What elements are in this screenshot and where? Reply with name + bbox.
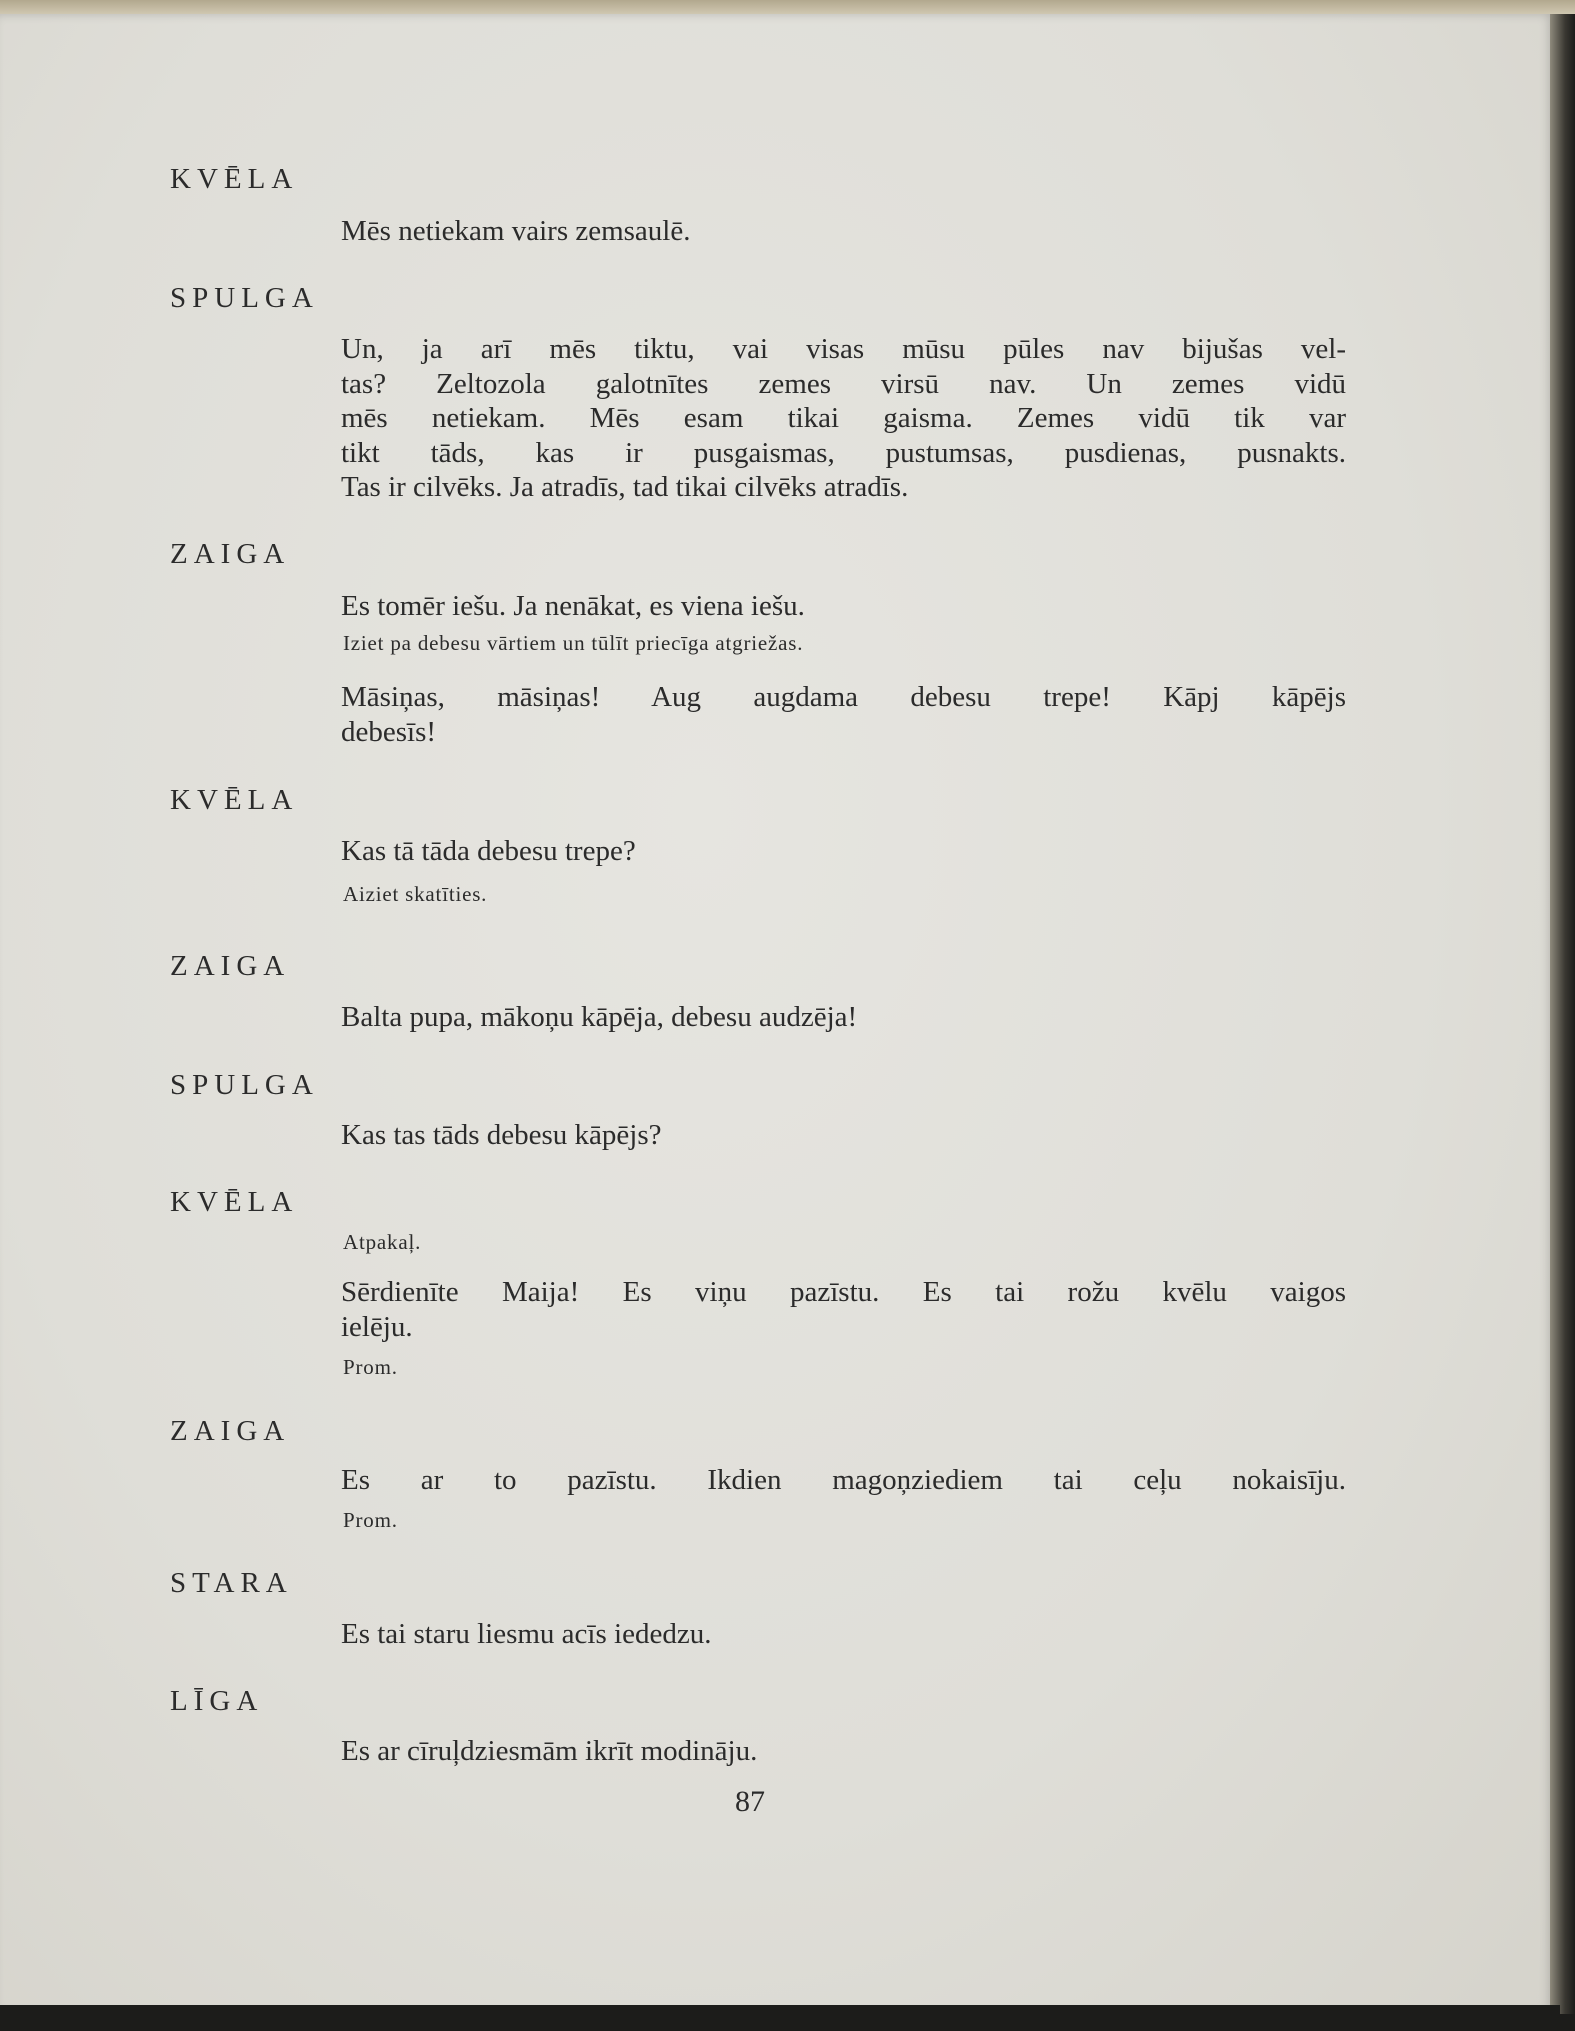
dialogue-line: Es tomēr iešu. Ja nenākat, es viena iešu. [341, 590, 805, 622]
stage-direction: Aiziet skatīties. [343, 882, 488, 906]
speaker-name: ZAIGA [170, 538, 291, 570]
speaker-name: LĪGA [170, 1685, 264, 1717]
dialogue-line: Kas tas tāds debesu kāpējs? [341, 1119, 662, 1151]
dialogue-line: Es ar cīruļdziesmām ikrīt modināju. [341, 1735, 758, 1767]
dialogue-line: Es tai staru liesmu acīs iededzu. [341, 1618, 712, 1650]
dialogue-line: Kas tā tāda debesu trepe? [341, 835, 636, 867]
speaker-name: KVĒLA [170, 1186, 299, 1218]
speaker-name: SPULGA [170, 1069, 319, 1101]
speaker-name: STARA [170, 1567, 293, 1599]
dialogue-line: Es ar to pazīstu. Ikdien magoņziediem tai ceļu nokaisīju. [341, 1464, 1346, 1496]
dialogue-paragraph [341, 332, 1346, 505]
dialogue-line: Māsiņas, māsiņas! Aug augdama debesu trepe! Kāpj kāpējs [341, 681, 1346, 713]
speaker-name: ZAIGA [170, 950, 291, 982]
dialogue-line: debesīs! [341, 715, 437, 748]
dialogue-paragraph [341, 1275, 1346, 1344]
dialogue-line: ielēju. [341, 1310, 413, 1343]
dialogue-paragraph [341, 1463, 1346, 1498]
book-spine-edge [1550, 14, 1575, 2014]
dialogue-line: mēs netiekam. Mēs esam tikai gaisma. Zemes vidū tik var [341, 402, 1346, 434]
book-top-edge [0, 0, 1575, 14]
book-bottom-edge [0, 2005, 1560, 2031]
speaker-name: KVĒLA [170, 784, 299, 816]
dialogue-line: Tas ir cilvēks. Ja atradīs, tad tikai cilvēks atradīs. [341, 471, 909, 503]
dialogue-line: tas? Zeltozola galotnītes zemes virsū nav. Un zemes vidū [341, 367, 1346, 400]
stage-direction: Prom. [343, 1508, 398, 1532]
stage-direction: Atpakaļ. [343, 1230, 422, 1254]
dialogue-paragraph [341, 680, 1346, 749]
dialogue-line: Balta pupa, mākoņu kāpēja, debesu audzēja! [341, 1001, 858, 1033]
speaker-name: KVĒLA [170, 163, 299, 195]
speaker-name: ZAIGA [170, 1415, 291, 1447]
stage-direction: Iziet pa debesu vārtiem un tūlīt priecīga atgriežas. [343, 631, 804, 655]
dialogue-line: tikt tāds, kas ir pusgaismas, pustumsas, pusdienas, pusnakts. [341, 436, 1346, 469]
dialogue-line: Un, ja arī mēs tiktu, vai visas mūsu pūles nav bijušas vel- [341, 333, 1346, 365]
dialogue-line: Mēs netiekam vairs zemsaulē. [341, 215, 691, 247]
stage-direction: Prom. [343, 1355, 398, 1379]
page-number: 87 [735, 1785, 765, 1818]
speaker-name: SPULGA [170, 282, 319, 314]
dialogue-line: Sērdienīte Maija! Es viņu pazīstu. Es tai rožu kvēlu vaigos [341, 1276, 1346, 1308]
